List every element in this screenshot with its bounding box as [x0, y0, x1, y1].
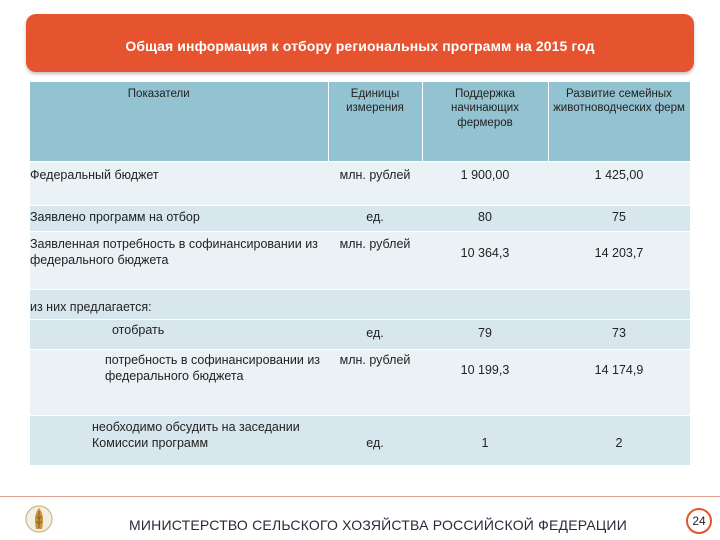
ministry-name: МИНИСТЕРСТВО СЕЛЬСКОГО ХОЗЯЙСТВА РОССИЙСКОЙ ФЕДЕРАЦИИ: [129, 517, 627, 533]
row-value-farmers: 80: [422, 206, 548, 232]
table-row: [30, 290, 690, 320]
data-table: [30, 82, 691, 466]
row-value-family: 1 425,00: [548, 162, 690, 206]
table-row: [30, 162, 690, 206]
table-row: [30, 350, 690, 416]
table-row: [30, 416, 690, 466]
row-label: потребность в софинансировании из федерального бюджета: [30, 350, 328, 416]
table-row: [30, 232, 690, 290]
table-header-row: [30, 82, 690, 162]
row-unit: ед.: [328, 320, 422, 350]
title-banner: [26, 14, 694, 72]
header-farmers: Поддержка начинающих фермеров: [422, 82, 548, 162]
header-family-farms: Развитие семейных животноводческих ферм: [548, 82, 690, 162]
row-value-family: 2: [548, 416, 690, 466]
row-unit: млн. рублей: [328, 162, 422, 206]
page-number: 24: [686, 508, 712, 534]
row-value-family: 73: [548, 320, 690, 350]
row-label: из них предлагается:: [30, 290, 328, 320]
row-unit: ед.: [328, 206, 422, 232]
table-row: [30, 206, 690, 232]
row-value-family: [548, 290, 690, 320]
row-unit: ед.: [328, 416, 422, 466]
row-label: Заявлено программ на отбор: [30, 206, 328, 232]
row-value-family: 75: [548, 206, 690, 232]
footer-divider: [0, 496, 720, 497]
header-units: Единицы измерения: [328, 82, 422, 162]
table-row: [30, 320, 690, 350]
row-value-family: 14 203,7: [548, 232, 690, 290]
row-value-farmers: 10 364,3: [422, 232, 548, 290]
row-value-farmers: 1: [422, 416, 548, 466]
row-value-farmers: 1 900,00: [422, 162, 548, 206]
ministry-emblem-icon: [24, 502, 54, 536]
row-value-farmers: [422, 290, 548, 320]
page-title: Общая информация к отбору региональных программ на 2015 год: [125, 38, 595, 54]
row-unit: млн. рублей: [328, 232, 422, 290]
row-value-family: 14 174,9: [548, 350, 690, 416]
row-unit: млн. рублей: [328, 350, 422, 416]
row-label: необходимо обсудить на заседании Комиссии программ: [30, 416, 328, 466]
row-value-farmers: 10 199,3: [422, 350, 548, 416]
row-label: отобрать: [30, 320, 328, 350]
row-unit: [328, 290, 422, 320]
row-value-farmers: 79: [422, 320, 548, 350]
header-indicators: Показатели: [30, 82, 328, 162]
row-label: Заявленная потребность в софинансировании из федерального бюджета: [30, 232, 328, 290]
row-label: Федеральный бюджет: [30, 162, 328, 206]
